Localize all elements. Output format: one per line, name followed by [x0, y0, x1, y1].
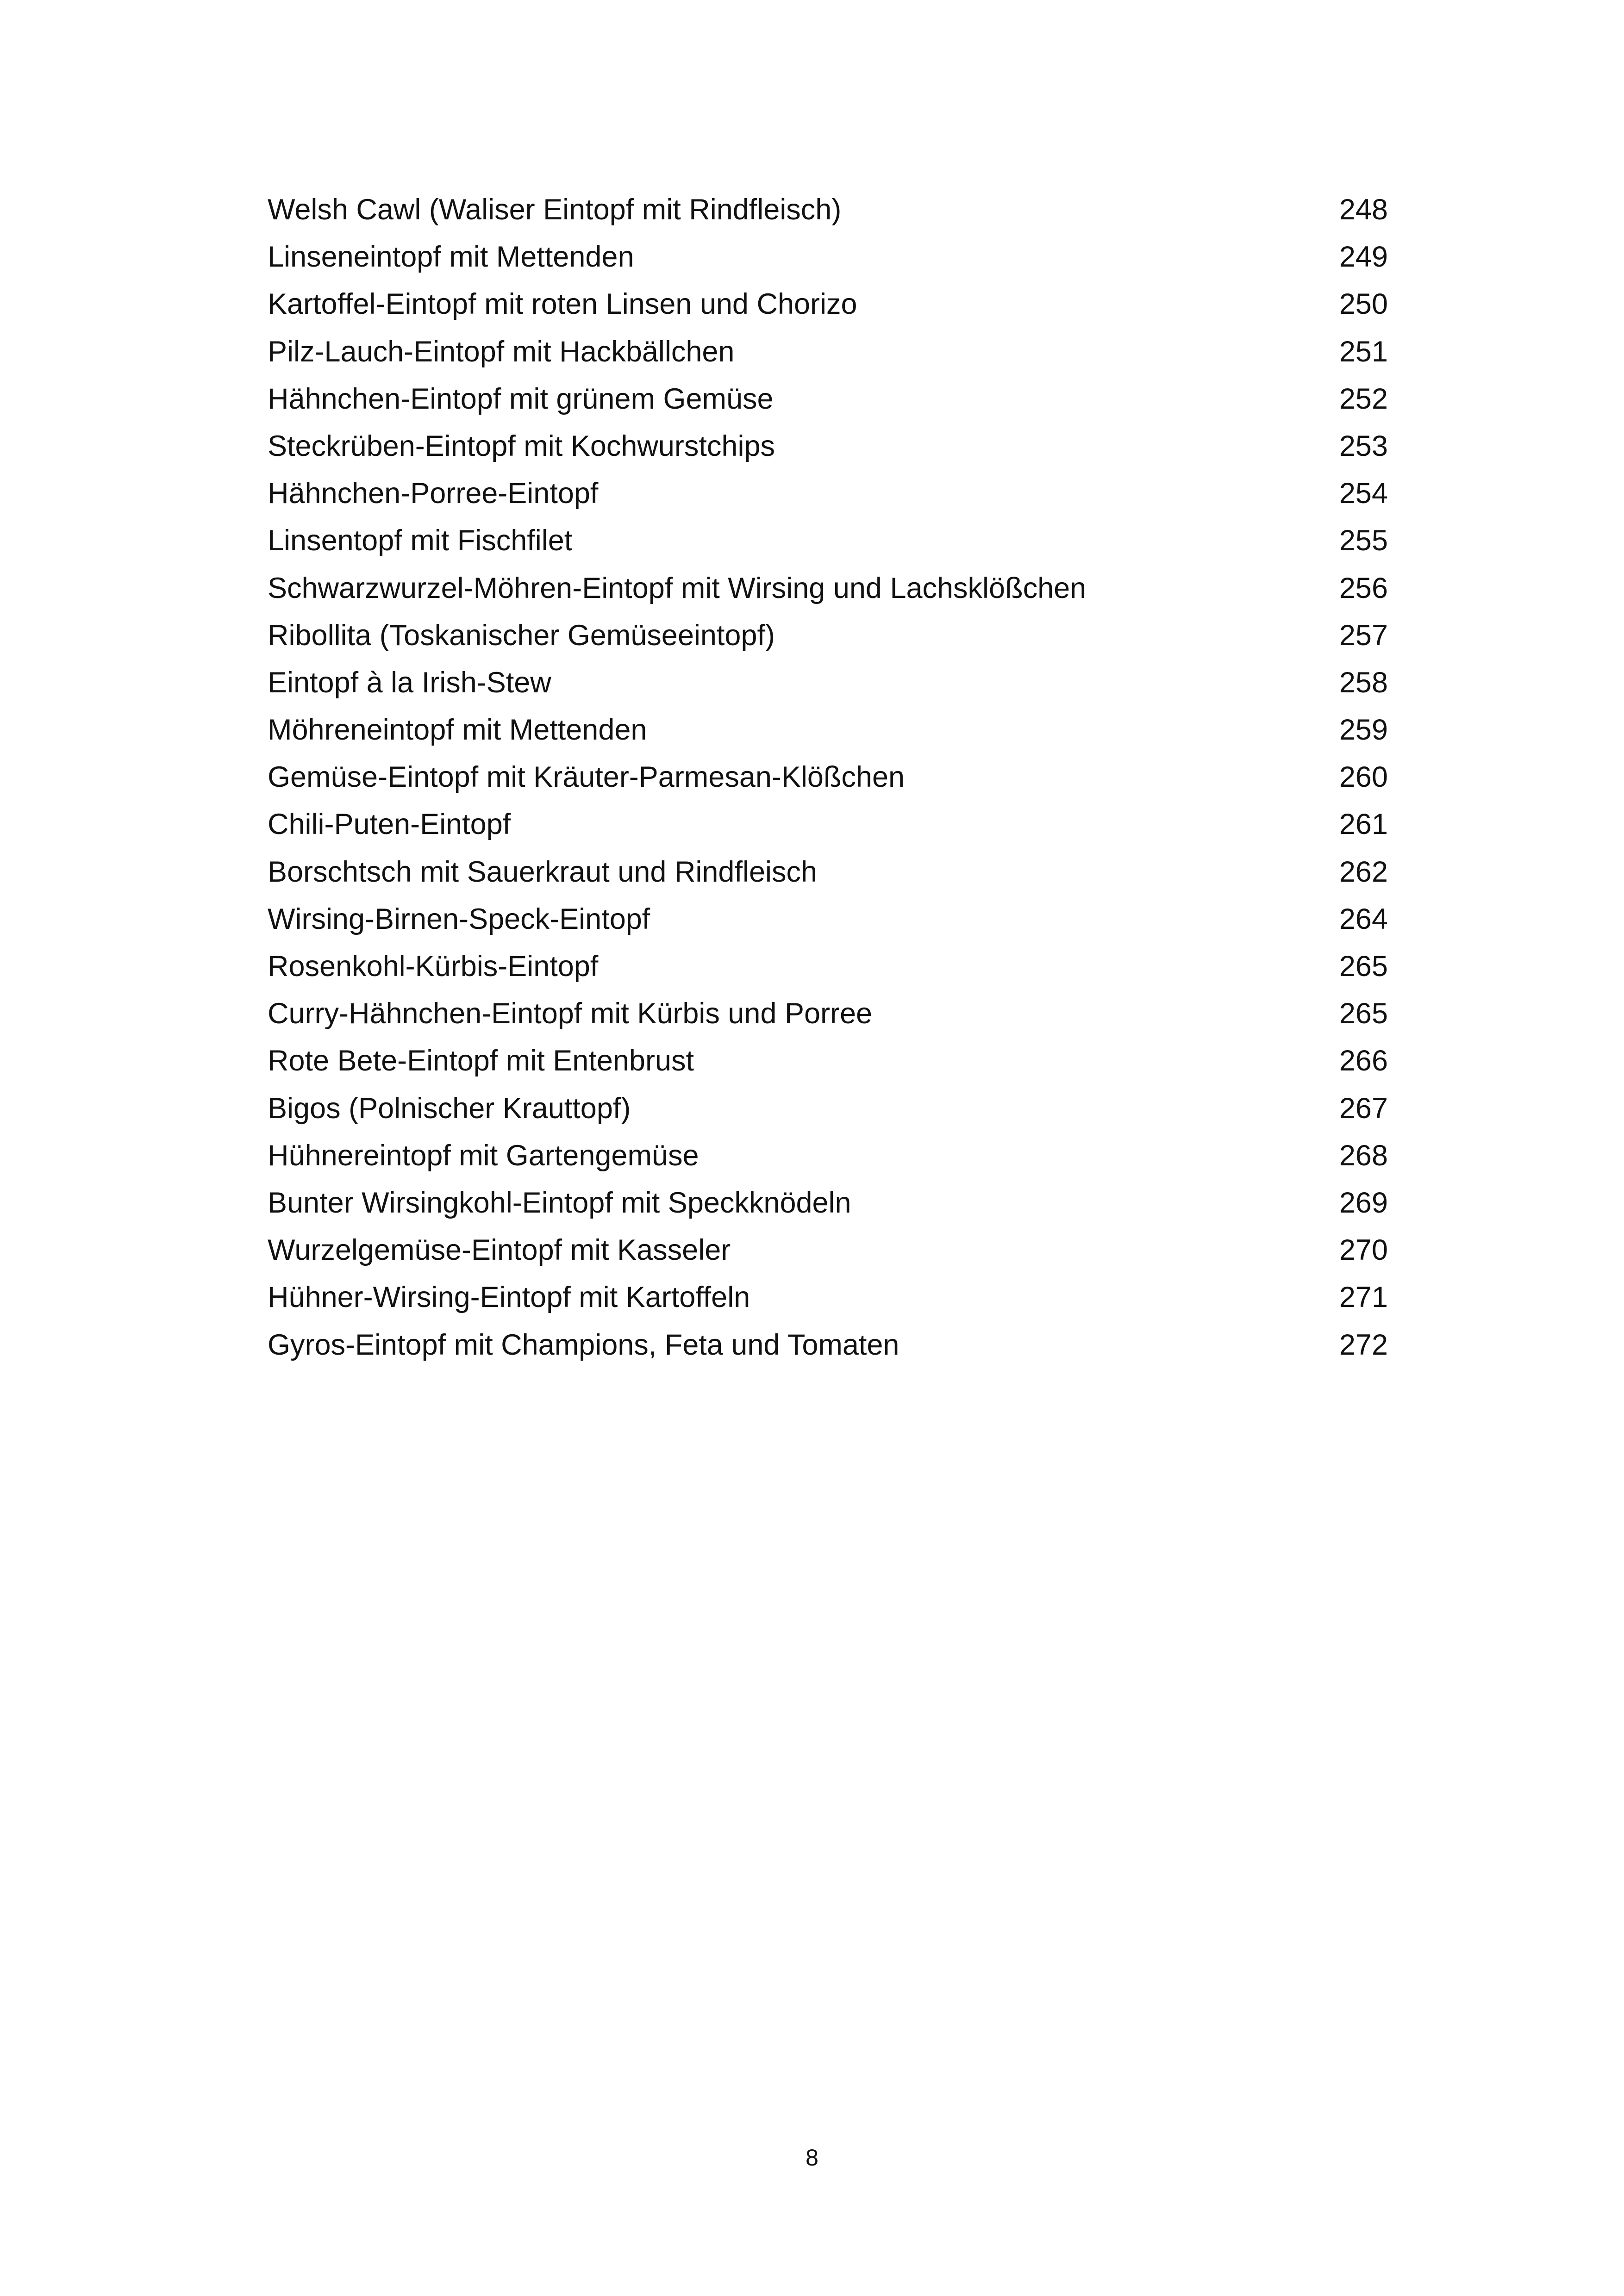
toc-entry-page-number: 253 — [1339, 429, 1388, 462]
toc-entry[interactable] — [268, 711, 1388, 759]
toc-entry-page-number: 257 — [1339, 619, 1388, 652]
toc-entry-page-number: 272 — [1339, 1328, 1388, 1361]
toc-entry-title: Chili-Puten-Eintopf — [268, 808, 511, 841]
toc-entry-page-number: 269 — [1339, 1186, 1388, 1219]
toc-entry-page-number: 249 — [1339, 241, 1388, 274]
toc-entry[interactable] — [268, 806, 1388, 853]
toc-entry-page-number: 262 — [1339, 855, 1388, 888]
toc-entry-title: Möhreneintopf mit Mettenden — [268, 714, 647, 747]
toc-entry-title: Welsh Cawl (Waliser Eintopf mit Rindfleisch) — [268, 193, 842, 226]
toc-entry[interactable] — [268, 475, 1388, 522]
toc-entry[interactable] — [268, 901, 1388, 948]
toc-entry-title: Borschtsch mit Sauerkraut und Rindfleisch — [268, 855, 818, 888]
toc-entry-title: Eintopf à la Irish-Stew — [268, 666, 551, 699]
toc-entry-title: Kartoffel-Eintopf mit roten Linsen und Chorizo — [268, 288, 857, 321]
toc-entry-title: Linsentopf mit Fischfilet — [268, 524, 573, 557]
toc-entry-page-number: 265 — [1339, 950, 1388, 983]
toc-entry[interactable] — [268, 191, 1388, 238]
toc-entry-page-number: 268 — [1339, 1139, 1388, 1172]
toc-entry-page-number: 258 — [1339, 666, 1388, 699]
toc-entry-page-number: 252 — [1339, 382, 1388, 415]
toc-entry-title: Hühnereintopf mit Gartengemüse — [268, 1139, 699, 1172]
toc-entry-page-number: 261 — [1339, 808, 1388, 841]
toc-entry-title: Ribollita (Toskanischer Gemüseeintopf) — [268, 619, 775, 652]
toc-entry-title: Linseneintopf mit Mettenden — [268, 241, 634, 274]
toc-entry-title: Wurzelgemüse-Eintopf mit Kasseler — [268, 1234, 731, 1267]
toc-entry[interactable] — [268, 428, 1388, 475]
toc-entry-page-number: 250 — [1339, 288, 1388, 321]
toc-entry[interactable] — [268, 1090, 1388, 1137]
toc-entry-title: Schwarzwurzel-Möhren-Eintopf mit Wirsing und Lachsklößchen — [268, 572, 1087, 604]
toc-entry-title: Hühner-Wirsing-Eintopf mit Kartoffeln — [268, 1281, 750, 1314]
page-number: 8 — [806, 2145, 818, 2171]
toc-entry-page-number: 265 — [1339, 997, 1388, 1030]
toc-entry[interactable] — [268, 759, 1388, 806]
toc-entry[interactable] — [268, 522, 1388, 569]
toc-entry[interactable] — [268, 853, 1388, 901]
toc-entry-title: Rosenkohl-Kürbis-Eintopf — [268, 950, 599, 983]
toc-entry[interactable] — [268, 286, 1388, 333]
toc-entry-title: Hähnchen-Eintopf mit grünem Gemüse — [268, 382, 774, 415]
toc-entry-page-number: 267 — [1339, 1092, 1388, 1125]
toc-entry[interactable] — [268, 1232, 1388, 1279]
toc-entry[interactable] — [268, 238, 1388, 286]
toc-entry[interactable] — [268, 1137, 1388, 1184]
toc-entry[interactable] — [268, 664, 1388, 711]
toc-entry[interactable] — [268, 1279, 1388, 1326]
toc-entry[interactable] — [268, 1326, 1388, 1374]
toc-entry-title: Hähnchen-Porree-Eintopf — [268, 477, 599, 510]
toc-entry-page-number: 255 — [1339, 524, 1388, 557]
toc-entry-title: Wirsing-Birnen-Speck-Eintopf — [268, 902, 650, 935]
toc-entry[interactable] — [268, 948, 1388, 995]
toc-entry-title: Bigos (Polnischer Krauttopf) — [268, 1092, 631, 1125]
toc-entry-page-number: 271 — [1339, 1281, 1388, 1314]
toc-entry-page-number: 266 — [1339, 1045, 1388, 1077]
toc-entry-page-number: 256 — [1339, 572, 1388, 604]
toc-entry-title: Gemüse-Eintopf mit Kräuter-Parmesan-Klößchen — [268, 761, 905, 794]
toc-entry-page-number: 254 — [1339, 477, 1388, 510]
toc-entry-title: Gyros-Eintopf mit Champions, Feta und Tomaten — [268, 1328, 899, 1361]
toc-entry[interactable] — [268, 995, 1388, 1042]
toc-entry[interactable] — [268, 1184, 1388, 1232]
toc-entry-title: Steckrüben-Eintopf mit Kochwurstchips — [268, 429, 775, 462]
toc-entry-page-number: 264 — [1339, 902, 1388, 935]
toc-entry-title: Pilz-Lauch-Eintopf mit Hackbällchen — [268, 335, 735, 368]
toc-entry-page-number: 259 — [1339, 714, 1388, 747]
toc-entry[interactable] — [268, 617, 1388, 664]
toc-entry-title: Rote Bete-Eintopf mit Entenbrust — [268, 1045, 694, 1077]
table-of-contents — [268, 191, 1388, 1374]
toc-entry-title: Bunter Wirsingkohl-Eintopf mit Speckknödeln — [268, 1186, 851, 1219]
toc-entry[interactable] — [268, 570, 1388, 617]
toc-entry-page-number: 260 — [1339, 761, 1388, 794]
toc-entry-page-number: 248 — [1339, 193, 1388, 226]
toc-entry-title: Curry-Hähnchen-Eintopf mit Kürbis und Porree — [268, 997, 873, 1030]
toc-entry[interactable] — [268, 333, 1388, 380]
toc-entry-page-number: 270 — [1339, 1234, 1388, 1267]
toc-entry-page-number: 251 — [1339, 335, 1388, 368]
toc-entry[interactable] — [268, 380, 1388, 428]
toc-entry[interactable] — [268, 1042, 1388, 1089]
